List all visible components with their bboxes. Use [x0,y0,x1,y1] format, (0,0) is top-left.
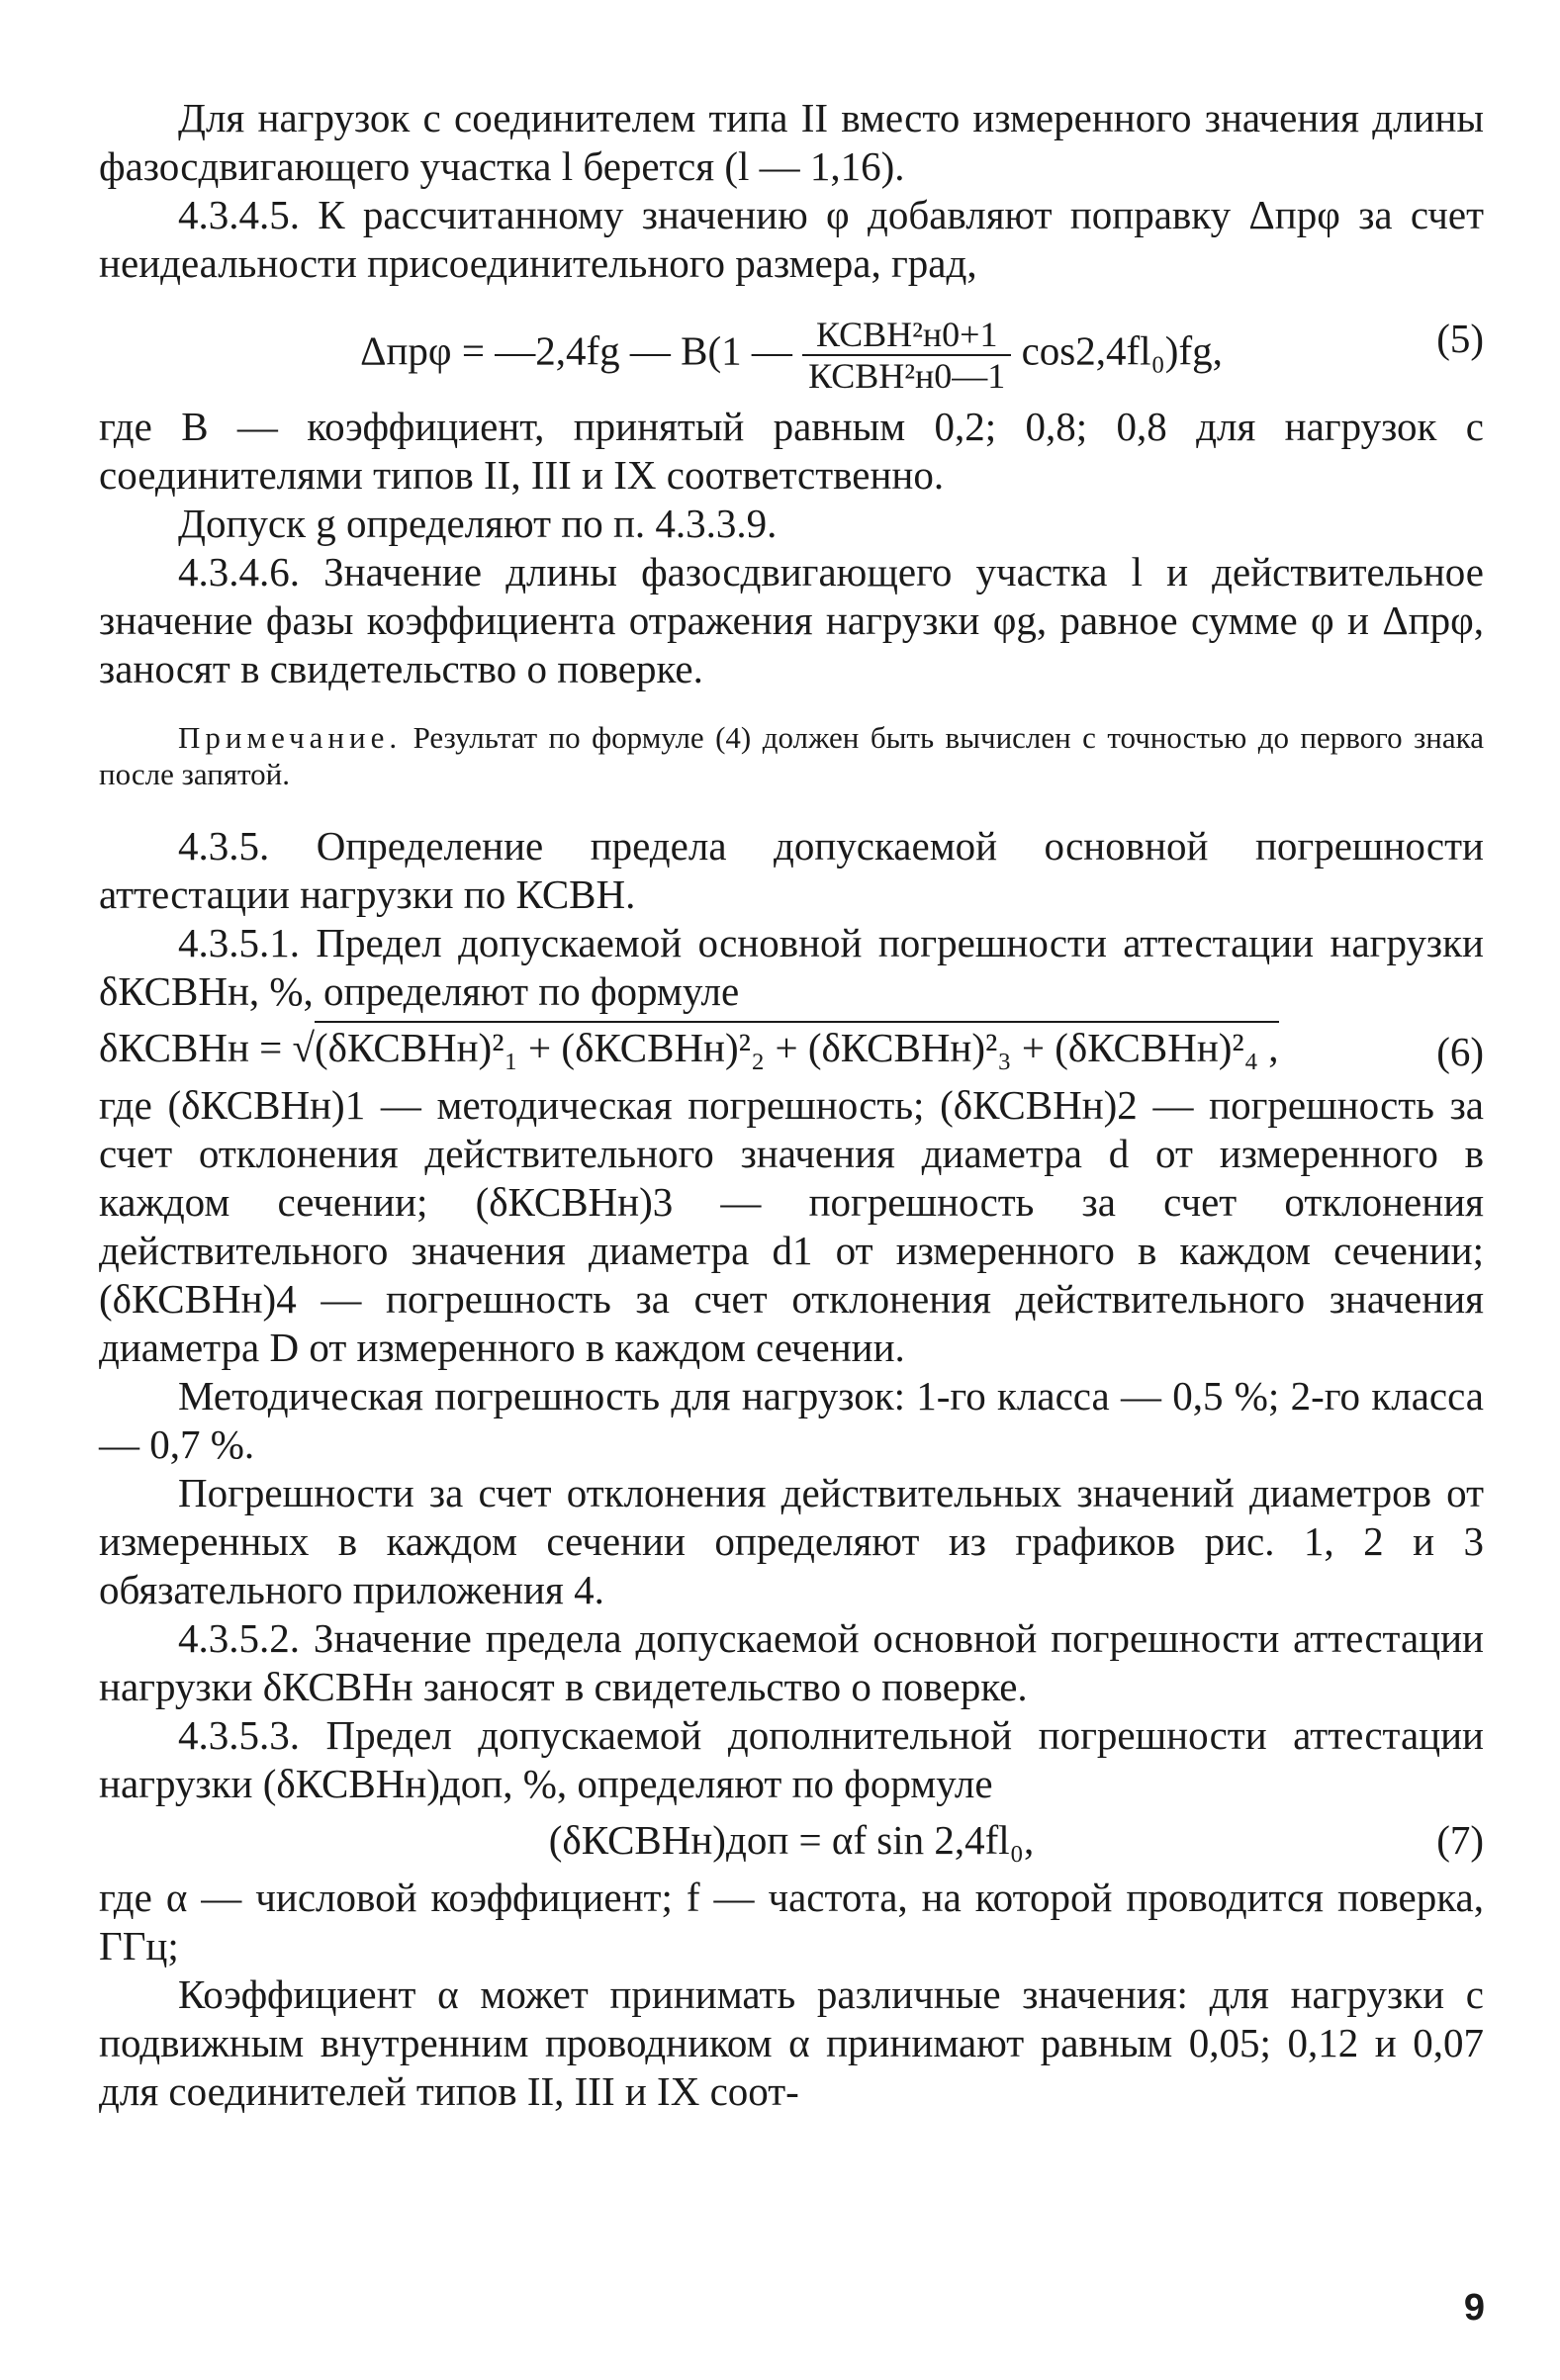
formula-6-number: (6) [1436,1029,1484,1074]
paragraph: Коэффициент α может принимать различные значения: для нагрузки с подвижным внутренним проводником α принимают равным 0,05; 0,12 и 0,07 для соединителей типов II, III и IX соот- [99,1971,1484,2114]
formula-6-radicand: (δКСВНн)²₁ + (δКСВНн)²₂ + (δКСВНн)²₃ + (δКСВНн)²₄ , [315,1021,1279,1070]
paragraph: где B — коэффициент, принятый равным 0,2; 0,8; 0,8 для нагрузок с соединителями типов II, III и IX соответственно. [99,404,1484,498]
formula-5-number: (5) [1436,316,1484,361]
note [99,719,1484,792]
formula-5 [99,288,1484,396]
paragraph: Допуск g определяют по п. 4.3.3.9. [178,501,778,546]
formula-7 [99,1808,1484,1874]
formula-7-number: (7) [1436,1817,1484,1863]
paragraph: где (δКСВНн)1 — методическая погрешность; (δКСВНн)2 — погрешность за счет отклонения действительного значения диаметра d от измеренного в каждом сечении; (δКСВНн)3 — погрешность за счет отклонения действительного значения диаметра d1 от измеренного в каждом сечении; (δКСВНн)4 — погрешность за счет отклонения действительного значения диаметра D от измеренного в каждом сечении. [99,1082,1484,1370]
note-label: Примечание. [178,720,403,755]
page-number: 9 [1463,2287,1485,2329]
note-text: Результат по формуле (4) должен быть вычислен с точностью до первого знака после запятой. [99,720,1485,791]
paragraph: где α — числовой коэффициент; f — частота, на которой проводится поверка, ГГц; [99,1875,1484,1968]
paragraph-4-3-4-6: 4.3.4.6. Значение длины фазосдвигающего участка l и действительное значение фазы коэффициента отражения нагрузки φg, равное сумме φ и Δпрφ, заносят в свидетельство о поверке. [99,549,1484,691]
paragraph-4-3-4-5: 4.3.4.5. К рассчитанному значению φ добавляют поправку Δпрφ за счет неидеальности присоединительного размера, град, [99,192,1484,286]
paragraph-4-3-5-3: 4.3.5.3. Предел допускаемой дополнительной погрешности аттестации нагрузки (δКСВНн)доп, %, определяют по формуле [99,1712,1484,1806]
paragraph: Для нагрузок с соединителем типа II вместо измеренного значения длины фазосдвигающего участка l берется (l — 1,16). [99,95,1484,189]
paragraph: Методическая погрешность для нагрузок: 1-го класса — 0,5 %; 2-го класса — 0,7 %. [99,1373,1484,1467]
formula-6 [99,1016,1484,1081]
formula-5-fraction [802,315,1011,396]
section-heading-4-3-5: 4.3.5. Определение предела допускаемой основной погрешности аттестации нагрузки по КСВН. [99,823,1484,917]
paragraph-4-3-5-2: 4.3.5.2. Значение предела допускаемой основной погрешности аттестации нагрузки δКСВНн заносят в свидетельство о поверке. [99,1615,1484,1709]
formula-7-expression: (δКСВНн)доп = αf sin 2,4fl₀, [548,1817,1035,1863]
formula-6-lhs: δКСВНн = √ [99,1025,316,1070]
text-column [99,94,1484,2116]
formula-5-lhs: Δпрφ = —2,4fg — B(1 — [360,327,792,374]
formula-5-numerator: КСВН²н0+1 [802,315,1011,356]
paragraph-4-3-5-1: 4.3.5.1. Предел допускаемой основной погрешности аттестации нагрузки δКСВНн, %, определяют по формуле [99,920,1484,1014]
formula-5-denominator: КСВН²н0—1 [808,356,1006,396]
paragraph: Погрешности за счет отклонения действительных значений диаметров от измеренных в каждом сечении определяют из графиков рис. 1, 2 и 3 обязательного приложения 4. [99,1470,1484,1612]
formula-5-rhs: cos2,4fl₀)fg, [1021,327,1223,374]
